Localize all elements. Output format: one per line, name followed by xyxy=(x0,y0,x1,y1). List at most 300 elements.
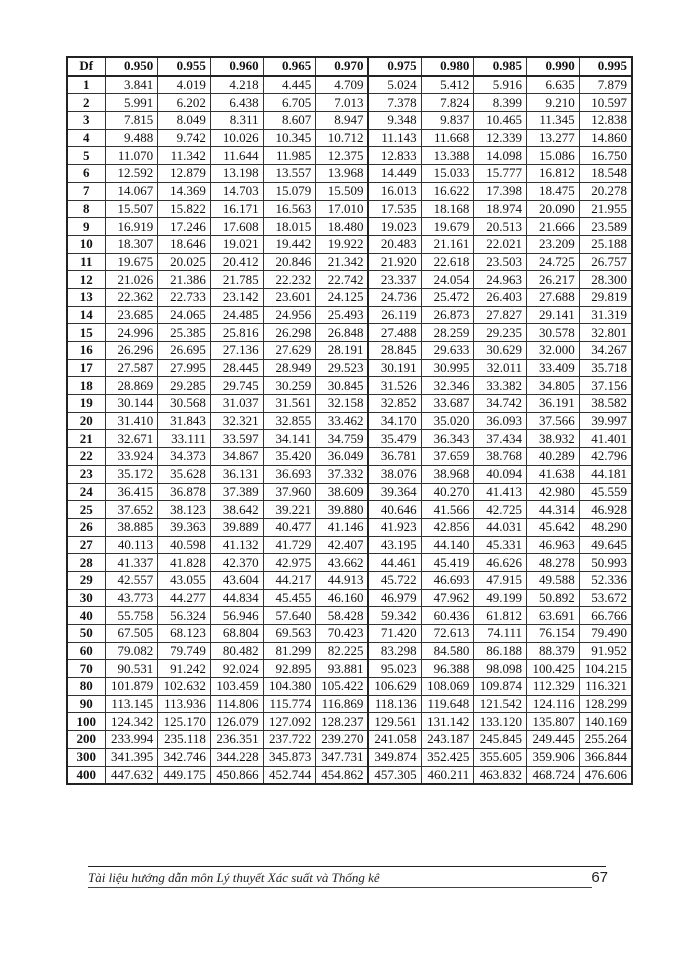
critical-value-cell: 39.363 xyxy=(158,518,211,536)
critical-value-cell: 53.672 xyxy=(579,589,632,607)
column-header-prob: 0.975 xyxy=(368,57,421,76)
critical-value-cell: 14.067 xyxy=(105,182,158,200)
critical-value-cell: 24.725 xyxy=(527,253,580,271)
critical-value-cell: 31.526 xyxy=(368,377,421,395)
critical-value-cell: 235.118 xyxy=(158,731,211,749)
table-row xyxy=(67,483,632,501)
critical-value-cell: 20.483 xyxy=(368,235,421,253)
critical-value-cell: 80.482 xyxy=(210,642,263,660)
table-row xyxy=(67,748,632,766)
critical-value-cell: 26.119 xyxy=(368,306,421,324)
critical-value-cell: 41.413 xyxy=(474,483,527,501)
critical-value-cell: 37.332 xyxy=(316,465,369,483)
critical-value-cell: 108.069 xyxy=(421,678,474,696)
critical-value-cell: 13.277 xyxy=(527,129,580,147)
critical-value-cell: 8.049 xyxy=(158,112,211,130)
critical-value-cell: 30.144 xyxy=(105,395,158,413)
critical-value-cell: 41.401 xyxy=(579,430,632,448)
table-row xyxy=(67,642,632,660)
critical-value-cell: 14.449 xyxy=(368,165,421,183)
table-row xyxy=(67,625,632,643)
critical-value-cell: 10.345 xyxy=(263,129,316,147)
critical-value-cell: 27.688 xyxy=(527,288,580,306)
df-cell: 14 xyxy=(67,306,105,324)
critical-value-cell: 35.628 xyxy=(158,465,211,483)
critical-value-cell: 42.856 xyxy=(421,518,474,536)
column-header-prob: 0.970 xyxy=(316,57,369,76)
critical-value-cell: 39.889 xyxy=(210,518,263,536)
critical-value-cell: 8.399 xyxy=(474,94,527,112)
critical-value-cell: 92.024 xyxy=(210,660,263,678)
critical-value-cell: 31.319 xyxy=(579,306,632,324)
critical-value-cell: 36.049 xyxy=(316,448,369,466)
critical-value-cell: 36.343 xyxy=(421,430,474,448)
critical-value-cell: 16.812 xyxy=(527,165,580,183)
table-row xyxy=(67,147,632,165)
chi-square-critical-values-table xyxy=(66,56,633,785)
critical-value-cell: 36.415 xyxy=(105,483,158,501)
critical-value-cell: 118.136 xyxy=(368,695,421,713)
critical-value-cell: 68.123 xyxy=(158,625,211,643)
critical-value-cell: 237.722 xyxy=(263,731,316,749)
critical-value-cell: 71.420 xyxy=(368,625,421,643)
critical-value-cell: 347.731 xyxy=(316,748,369,766)
critical-value-cell: 7.879 xyxy=(579,76,632,94)
critical-value-cell: 463.832 xyxy=(474,766,527,784)
critical-value-cell: 58.428 xyxy=(316,607,369,625)
critical-value-cell: 127.092 xyxy=(263,713,316,731)
critical-value-cell: 11.668 xyxy=(421,129,474,147)
df-cell: 30 xyxy=(67,589,105,607)
critical-value-cell: 241.058 xyxy=(368,731,421,749)
table-row xyxy=(67,571,632,589)
df-cell: 300 xyxy=(67,748,105,766)
critical-value-cell: 19.442 xyxy=(263,235,316,253)
critical-value-cell: 342.746 xyxy=(158,748,211,766)
critical-value-cell: 28.259 xyxy=(421,324,474,342)
critical-value-cell: 5.916 xyxy=(474,76,527,94)
column-header-prob: 0.960 xyxy=(210,57,263,76)
critical-value-cell: 31.037 xyxy=(210,395,263,413)
critical-value-cell: 233.994 xyxy=(105,731,158,749)
critical-value-cell: 355.605 xyxy=(474,748,527,766)
df-cell: 40 xyxy=(67,607,105,625)
critical-value-cell: 113.145 xyxy=(105,695,158,713)
critical-value-cell: 34.867 xyxy=(210,448,263,466)
critical-value-cell: 11.070 xyxy=(105,147,158,165)
table-row xyxy=(67,430,632,448)
critical-value-cell: 20.412 xyxy=(210,253,263,271)
critical-value-cell: 452.744 xyxy=(263,766,316,784)
critical-value-cell: 34.373 xyxy=(158,448,211,466)
table-row xyxy=(67,324,632,342)
critical-value-cell: 43.055 xyxy=(158,571,211,589)
table-row xyxy=(67,200,632,218)
critical-value-cell: 27.827 xyxy=(474,306,527,324)
critical-value-cell: 12.375 xyxy=(316,147,369,165)
critical-value-cell: 15.086 xyxy=(527,147,580,165)
critical-value-cell: 48.278 xyxy=(527,554,580,572)
critical-value-cell: 129.561 xyxy=(368,713,421,731)
critical-value-cell: 45.455 xyxy=(263,589,316,607)
critical-value-cell: 23.685 xyxy=(105,306,158,324)
critical-value-cell: 23.337 xyxy=(368,271,421,289)
critical-value-cell: 102.632 xyxy=(158,678,211,696)
critical-value-cell: 41.828 xyxy=(158,554,211,572)
critical-value-cell: 21.161 xyxy=(421,235,474,253)
critical-value-cell: 18.974 xyxy=(474,200,527,218)
critical-value-cell: 245.845 xyxy=(474,731,527,749)
critical-value-cell: 18.475 xyxy=(527,182,580,200)
critical-value-cell: 14.860 xyxy=(579,129,632,147)
critical-value-cell: 34.141 xyxy=(263,430,316,448)
critical-value-cell: 55.758 xyxy=(105,607,158,625)
critical-value-cell: 43.604 xyxy=(210,571,263,589)
table-row xyxy=(67,589,632,607)
critical-value-cell: 13.557 xyxy=(263,165,316,183)
critical-value-cell: 49.199 xyxy=(474,589,527,607)
critical-value-cell: 9.210 xyxy=(527,94,580,112)
critical-value-cell: 255.264 xyxy=(579,731,632,749)
critical-value-cell: 44.913 xyxy=(316,571,369,589)
critical-value-cell: 57.640 xyxy=(263,607,316,625)
df-cell: 21 xyxy=(67,430,105,448)
df-cell: 24 xyxy=(67,483,105,501)
critical-value-cell: 46.160 xyxy=(316,589,369,607)
critical-value-cell: 38.123 xyxy=(158,501,211,519)
critical-value-cell: 32.855 xyxy=(263,412,316,430)
critical-value-cell: 38.076 xyxy=(368,465,421,483)
critical-value-cell: 20.278 xyxy=(579,182,632,200)
critical-value-cell: 39.880 xyxy=(316,501,369,519)
critical-value-cell: 7.815 xyxy=(105,112,158,130)
critical-value-cell: 17.608 xyxy=(210,218,263,236)
critical-value-cell: 5.991 xyxy=(105,94,158,112)
df-cell: 8 xyxy=(67,200,105,218)
critical-value-cell: 24.956 xyxy=(263,306,316,324)
critical-value-cell: 44.181 xyxy=(579,465,632,483)
critical-value-cell: 140.169 xyxy=(579,713,632,731)
critical-value-cell: 103.459 xyxy=(210,678,263,696)
critical-value-cell: 366.844 xyxy=(579,748,632,766)
critical-value-cell: 40.646 xyxy=(368,501,421,519)
critical-value-cell: 457.305 xyxy=(368,766,421,784)
critical-value-cell: 14.703 xyxy=(210,182,263,200)
df-cell: 70 xyxy=(67,660,105,678)
critical-value-cell: 83.298 xyxy=(368,642,421,660)
critical-value-cell: 8.607 xyxy=(263,112,316,130)
critical-value-cell: 22.362 xyxy=(105,288,158,306)
critical-value-cell: 12.879 xyxy=(158,165,211,183)
critical-value-cell: 42.975 xyxy=(263,554,316,572)
critical-value-cell: 36.878 xyxy=(158,483,211,501)
critical-value-cell: 239.270 xyxy=(316,731,369,749)
critical-value-cell: 5.024 xyxy=(368,76,421,94)
page-number: 67 xyxy=(591,869,608,886)
critical-value-cell: 29.285 xyxy=(158,377,211,395)
critical-value-cell: 40.270 xyxy=(421,483,474,501)
critical-value-cell: 46.928 xyxy=(579,501,632,519)
critical-value-cell: 72.613 xyxy=(421,625,474,643)
table-row xyxy=(67,112,632,130)
df-cell: 26 xyxy=(67,518,105,536)
critical-value-cell: 22.742 xyxy=(316,271,369,289)
critical-value-cell: 460.211 xyxy=(421,766,474,784)
critical-value-cell: 121.542 xyxy=(474,695,527,713)
critical-value-cell: 37.156 xyxy=(579,377,632,395)
df-cell: 10 xyxy=(67,235,105,253)
critical-value-cell: 101.879 xyxy=(105,678,158,696)
table-row xyxy=(67,713,632,731)
critical-value-cell: 38.609 xyxy=(316,483,369,501)
critical-value-cell: 18.307 xyxy=(105,235,158,253)
critical-value-cell: 4.218 xyxy=(210,76,263,94)
column-header-prob: 0.965 xyxy=(263,57,316,76)
critical-value-cell: 34.759 xyxy=(316,430,369,448)
table-row xyxy=(67,412,632,430)
df-cell: 60 xyxy=(67,642,105,660)
critical-value-cell: 9.488 xyxy=(105,129,158,147)
critical-value-cell: 34.742 xyxy=(474,395,527,413)
critical-value-cell: 37.659 xyxy=(421,448,474,466)
critical-value-cell: 18.480 xyxy=(316,218,369,236)
critical-value-cell: 352.425 xyxy=(421,748,474,766)
df-cell: 13 xyxy=(67,288,105,306)
critical-value-cell: 476.606 xyxy=(579,766,632,784)
critical-value-cell: 128.237 xyxy=(316,713,369,731)
df-cell: 25 xyxy=(67,501,105,519)
table-row xyxy=(67,94,632,112)
critical-value-cell: 9.348 xyxy=(368,112,421,130)
critical-value-cell: 20.513 xyxy=(474,218,527,236)
critical-value-cell: 66.766 xyxy=(579,607,632,625)
critical-value-cell: 18.646 xyxy=(158,235,211,253)
critical-value-cell: 36.693 xyxy=(263,465,316,483)
critical-value-cell: 56.324 xyxy=(158,607,211,625)
critical-value-cell: 16.013 xyxy=(368,182,421,200)
critical-value-cell: 25.816 xyxy=(210,324,263,342)
critical-value-cell: 35.420 xyxy=(263,448,316,466)
table-row xyxy=(67,678,632,696)
critical-value-cell: 133.120 xyxy=(474,713,527,731)
critical-value-cell: 90.531 xyxy=(105,660,158,678)
critical-value-cell: 113.936 xyxy=(158,695,211,713)
critical-value-cell: 21.955 xyxy=(579,200,632,218)
critical-value-cell: 41.638 xyxy=(527,465,580,483)
critical-value-cell: 36.191 xyxy=(527,395,580,413)
critical-value-cell: 38.642 xyxy=(210,501,263,519)
critical-value-cell: 43.662 xyxy=(316,554,369,572)
critical-value-cell: 12.833 xyxy=(368,147,421,165)
critical-value-cell: 21.342 xyxy=(316,253,369,271)
critical-value-cell: 37.389 xyxy=(210,483,263,501)
critical-value-cell: 84.580 xyxy=(421,642,474,660)
critical-value-cell: 19.675 xyxy=(105,253,158,271)
critical-value-cell: 17.535 xyxy=(368,200,421,218)
critical-value-cell: 67.505 xyxy=(105,625,158,643)
critical-value-cell: 42.557 xyxy=(105,571,158,589)
table-row xyxy=(67,448,632,466)
critical-value-cell: 25.385 xyxy=(158,324,211,342)
critical-value-cell: 26.296 xyxy=(105,342,158,360)
critical-value-cell: 24.736 xyxy=(368,288,421,306)
df-cell: 50 xyxy=(67,625,105,643)
critical-value-cell: 41.729 xyxy=(263,536,316,554)
critical-value-cell: 35.020 xyxy=(421,412,474,430)
critical-value-cell: 11.345 xyxy=(527,112,580,130)
critical-value-cell: 24.054 xyxy=(421,271,474,289)
critical-value-cell: 45.559 xyxy=(579,483,632,501)
table-row xyxy=(67,182,632,200)
critical-value-cell: 41.923 xyxy=(368,518,421,536)
critical-value-cell: 40.598 xyxy=(158,536,211,554)
critical-value-cell: 449.175 xyxy=(158,766,211,784)
critical-value-cell: 13.198 xyxy=(210,165,263,183)
df-cell: 80 xyxy=(67,678,105,696)
critical-value-cell: 52.336 xyxy=(579,571,632,589)
df-cell: 9 xyxy=(67,218,105,236)
df-cell: 100 xyxy=(67,713,105,731)
critical-value-cell: 15.079 xyxy=(263,182,316,200)
critical-value-cell: 8.947 xyxy=(316,112,369,130)
table-row xyxy=(67,235,632,253)
critical-value-cell: 42.725 xyxy=(474,501,527,519)
df-cell: 12 xyxy=(67,271,105,289)
critical-value-cell: 17.010 xyxy=(316,200,369,218)
critical-value-cell: 41.132 xyxy=(210,536,263,554)
critical-value-cell: 30.259 xyxy=(263,377,316,395)
critical-value-cell: 28.845 xyxy=(368,342,421,360)
critical-value-cell: 93.881 xyxy=(316,660,369,678)
critical-value-cell: 24.125 xyxy=(316,288,369,306)
df-cell: 2 xyxy=(67,94,105,112)
critical-value-cell: 100.425 xyxy=(527,660,580,678)
critical-value-cell: 37.960 xyxy=(263,483,316,501)
critical-value-cell: 74.111 xyxy=(474,625,527,643)
critical-value-cell: 19.021 xyxy=(210,235,263,253)
critical-value-cell: 32.671 xyxy=(105,430,158,448)
critical-value-cell: 20.090 xyxy=(527,200,580,218)
column-header-prob: 0.990 xyxy=(527,57,580,76)
critical-value-cell: 30.568 xyxy=(158,395,211,413)
table-row xyxy=(67,465,632,483)
critical-value-cell: 16.563 xyxy=(263,200,316,218)
critical-value-cell: 91.242 xyxy=(158,660,211,678)
critical-value-cell: 22.618 xyxy=(421,253,474,271)
critical-value-cell: 44.140 xyxy=(421,536,474,554)
critical-value-cell: 82.225 xyxy=(316,642,369,660)
df-cell: 23 xyxy=(67,465,105,483)
df-cell: 28 xyxy=(67,554,105,572)
critical-value-cell: 39.997 xyxy=(579,412,632,430)
critical-value-cell: 26.695 xyxy=(158,342,211,360)
critical-value-cell: 5.412 xyxy=(421,76,474,94)
critical-value-cell: 27.587 xyxy=(105,359,158,377)
critical-value-cell: 19.922 xyxy=(316,235,369,253)
critical-value-cell: 41.566 xyxy=(421,501,474,519)
critical-value-cell: 32.011 xyxy=(474,359,527,377)
critical-value-cell: 9.837 xyxy=(421,112,474,130)
critical-value-cell: 243.187 xyxy=(421,731,474,749)
critical-value-cell: 40.477 xyxy=(263,518,316,536)
critical-value-cell: 38.968 xyxy=(421,465,474,483)
critical-value-cell: 26.403 xyxy=(474,288,527,306)
critical-value-cell: 81.299 xyxy=(263,642,316,660)
critical-value-cell: 68.804 xyxy=(210,625,263,643)
critical-value-cell: 28.445 xyxy=(210,359,263,377)
df-cell: 22 xyxy=(67,448,105,466)
critical-value-cell: 60.436 xyxy=(421,607,474,625)
critical-value-cell: 28.869 xyxy=(105,377,158,395)
critical-value-cell: 29.235 xyxy=(474,324,527,342)
critical-value-cell: 26.298 xyxy=(263,324,316,342)
critical-value-cell: 10.597 xyxy=(579,94,632,112)
critical-value-cell: 34.805 xyxy=(527,377,580,395)
critical-value-cell: 40.113 xyxy=(105,536,158,554)
critical-value-cell: 26.217 xyxy=(527,271,580,289)
critical-value-cell: 32.346 xyxy=(421,377,474,395)
critical-value-cell: 124.116 xyxy=(527,695,580,713)
critical-value-cell: 105.422 xyxy=(316,678,369,696)
table-row xyxy=(67,731,632,749)
critical-value-cell: 38.885 xyxy=(105,518,158,536)
table-header-row xyxy=(67,57,632,76)
critical-value-cell: 3.841 xyxy=(105,76,158,94)
critical-value-cell: 15.033 xyxy=(421,165,474,183)
column-header-prob: 0.995 xyxy=(579,57,632,76)
critical-value-cell: 92.895 xyxy=(263,660,316,678)
critical-value-cell: 24.065 xyxy=(158,306,211,324)
df-cell: 7 xyxy=(67,182,105,200)
table-row xyxy=(67,766,632,784)
critical-value-cell: 46.693 xyxy=(421,571,474,589)
critical-value-cell: 33.924 xyxy=(105,448,158,466)
critical-value-cell: 16.919 xyxy=(105,218,158,236)
critical-value-cell: 45.331 xyxy=(474,536,527,554)
critical-value-cell: 349.874 xyxy=(368,748,421,766)
critical-value-cell: 36.781 xyxy=(368,448,421,466)
critical-value-cell: 44.217 xyxy=(263,571,316,589)
critical-value-cell: 44.277 xyxy=(158,589,211,607)
critical-value-cell: 31.561 xyxy=(263,395,316,413)
critical-value-cell: 249.445 xyxy=(527,731,580,749)
critical-value-cell: 131.142 xyxy=(421,713,474,731)
critical-value-cell: 15.507 xyxy=(105,200,158,218)
critical-value-cell: 23.142 xyxy=(210,288,263,306)
table-row xyxy=(67,695,632,713)
critical-value-cell: 61.812 xyxy=(474,607,527,625)
critical-value-cell: 23.503 xyxy=(474,253,527,271)
critical-value-cell: 24.485 xyxy=(210,306,263,324)
table-row xyxy=(67,306,632,324)
critical-value-cell: 56.946 xyxy=(210,607,263,625)
critical-value-cell: 46.963 xyxy=(527,536,580,554)
critical-value-cell: 38.768 xyxy=(474,448,527,466)
df-cell: 90 xyxy=(67,695,105,713)
critical-value-cell: 24.963 xyxy=(474,271,527,289)
df-cell: 20 xyxy=(67,412,105,430)
critical-value-cell: 236.351 xyxy=(210,731,263,749)
critical-value-cell: 4.019 xyxy=(158,76,211,94)
df-cell: 29 xyxy=(67,571,105,589)
table-row xyxy=(67,342,632,360)
critical-value-cell: 25.472 xyxy=(421,288,474,306)
table-row xyxy=(67,607,632,625)
critical-value-cell: 35.479 xyxy=(368,430,421,448)
df-cell: 200 xyxy=(67,731,105,749)
critical-value-cell: 32.852 xyxy=(368,395,421,413)
critical-value-cell: 6.705 xyxy=(263,94,316,112)
